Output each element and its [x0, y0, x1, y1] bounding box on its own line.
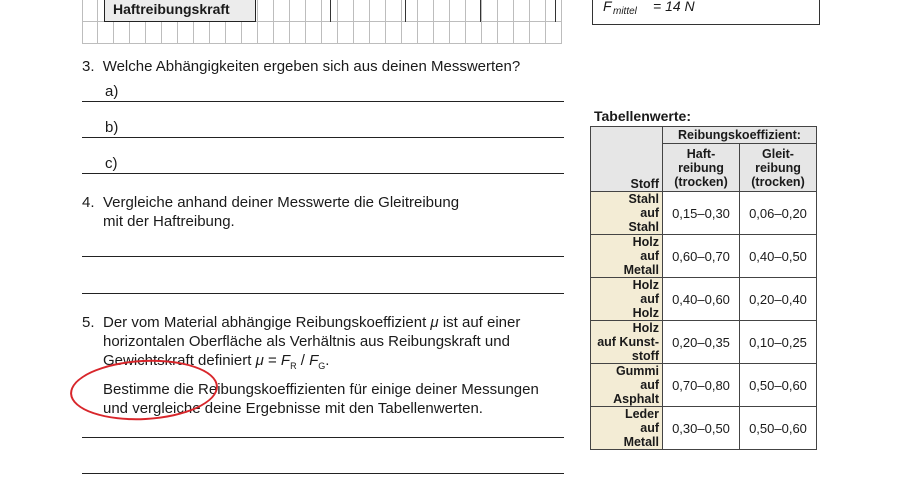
grid-cell [370, 22, 386, 44]
grid-cell [338, 0, 354, 22]
grid-cell [274, 22, 290, 44]
haft-value: 0,20–0,35 [663, 321, 740, 364]
formula-part: . [325, 352, 330, 369]
answer-line[interactable] [82, 437, 564, 438]
grid-cell [338, 22, 354, 44]
header-label: Stoff [630, 177, 659, 191]
f-symbol: F [603, 0, 612, 14]
table-divider [405, 0, 406, 22]
gleit-value: 0,50–0,60 [740, 364, 817, 407]
answer-line-b[interactable] [82, 137, 564, 138]
formula-sub: R [290, 361, 297, 371]
grid-cell [242, 22, 258, 44]
grid-cell [162, 22, 178, 44]
material-cell: Holz auf Kunst- stoff [591, 321, 663, 364]
answer-line[interactable] [82, 473, 564, 474]
f-subscript: mittel [613, 6, 637, 17]
gleit-value: 0,10–0,25 [740, 321, 817, 364]
grid-cell [370, 0, 386, 22]
haftreibungskraft-label: Haftreibungskraft [104, 0, 256, 22]
formula [256, 352, 330, 369]
material-cell: Stahl auf Stahl [591, 192, 663, 235]
grid-cell [434, 0, 450, 22]
header-group: Reibungskoeffizient: [663, 127, 817, 144]
grid-cell [498, 0, 514, 22]
grid-cell [418, 22, 434, 44]
header-line: Haft- [686, 146, 716, 161]
gleit-value: 0,06–0,20 [740, 192, 817, 235]
friction-coefficient-table [590, 126, 817, 450]
haft-value: 0,70–0,80 [663, 364, 740, 407]
f-value: = 14 N [653, 0, 695, 14]
gleit-value: 0,20–0,40 [740, 278, 817, 321]
grid-cell [130, 22, 146, 44]
grid-cell [82, 22, 98, 44]
f-mittel-box [592, 0, 820, 25]
header-line: (trocken) [674, 174, 728, 189]
grid-cell [258, 22, 274, 44]
haft-value: 0,40–0,60 [663, 278, 740, 321]
formula-part: F [280, 352, 291, 369]
answer-label-a: a) [105, 83, 119, 100]
grid-cell [514, 0, 530, 22]
grid-cell [194, 22, 210, 44]
mu-symbol: μ [430, 314, 439, 331]
gleit-value: 0,50–0,60 [740, 407, 817, 450]
text-span: Gewichtskraft definiert [103, 352, 252, 369]
question-text: Welche Abhängigkeiten ergeben sich aus deinen Messwerten? [102, 58, 521, 75]
answer-label-c: c) [105, 155, 118, 172]
table-row [591, 407, 817, 450]
question-3 [82, 57, 520, 76]
grid-cell [114, 22, 130, 44]
table-divider [480, 0, 481, 22]
grid-cell [546, 22, 562, 44]
material-cell: Leder auf Metall [591, 407, 663, 450]
grid-cell [306, 22, 322, 44]
grid-cell [386, 22, 402, 44]
question-text-line [103, 313, 539, 332]
table-row [591, 192, 817, 235]
grid-cell [546, 0, 562, 22]
header-gleitreibung [740, 144, 817, 192]
question-text-line: mit der Haftreibung. [103, 213, 235, 230]
question-number: 5. [82, 314, 95, 331]
header-line: reibung [755, 160, 801, 175]
table-divider [555, 0, 556, 22]
answer-line-c[interactable] [82, 173, 564, 174]
grid-cell [210, 22, 226, 44]
formula-part: / [296, 352, 310, 369]
table-row [591, 235, 817, 278]
grid-cell [98, 22, 114, 44]
grid-cell [354, 22, 370, 44]
haft-value: 0,30–0,50 [663, 407, 740, 450]
grid-cell [306, 0, 322, 22]
grid-cell [466, 22, 482, 44]
grid-cell [434, 22, 450, 44]
header-stoff [591, 127, 663, 192]
grid-cell [482, 22, 498, 44]
question-number: 4. [82, 194, 95, 211]
grid-cell [482, 0, 498, 22]
grid-cell [530, 22, 546, 44]
formula-part: F [309, 352, 319, 369]
header-haftreibung [663, 144, 740, 192]
table-divider [330, 0, 331, 22]
material-cell: Holz auf Holz [591, 278, 663, 321]
grid-cell [498, 22, 514, 44]
grid-cell [402, 22, 418, 44]
question-text-line: und vergleiche deine Ergebnisse mit den Tabellenwerten. [103, 400, 483, 417]
grid-cell [258, 0, 274, 22]
mu-symbol: μ [255, 352, 264, 369]
table-row [591, 364, 817, 407]
material-cell: Holz auf Metall [591, 235, 663, 278]
grid-cell [418, 0, 434, 22]
answer-line[interactable] [82, 256, 564, 257]
answer-line[interactable] [82, 293, 564, 294]
grid-cell [386, 0, 402, 22]
table-row [591, 321, 817, 364]
formula-sub: G [318, 361, 326, 371]
header-line: Gleit- [762, 146, 794, 161]
grid-cell [450, 0, 466, 22]
table-title: Tabellenwerte: [594, 108, 691, 124]
text-span: Der vom Material abhängige Reibungskoeffizient [103, 314, 427, 331]
header-line: (trocken) [751, 174, 805, 189]
grid-cell [354, 0, 370, 22]
formula-part: = [263, 352, 281, 369]
material-cell: Gummi auf Asphalt [591, 364, 663, 407]
grid-cell [178, 22, 194, 44]
grid-cell [322, 22, 338, 44]
haft-value: 0,15–0,30 [663, 192, 740, 235]
grid-cell [274, 0, 290, 22]
question-number: 3. [82, 58, 95, 75]
gleit-value: 0,40–0,50 [740, 235, 817, 278]
grid-cell [450, 22, 466, 44]
question-text-line: horizontalen Oberfläche als Verhältnis aus Reibungskraft und [103, 333, 510, 350]
haft-value: 0,60–0,70 [663, 235, 740, 278]
grid-cell [514, 22, 530, 44]
question-4 [82, 193, 459, 231]
grid-cell [226, 22, 242, 44]
answer-label-b: b) [105, 119, 119, 136]
text-span: ist auf einer [442, 314, 521, 331]
grid-cell [82, 0, 98, 22]
question-text-line: Vergleiche anhand deiner Messwerte die Gleitreibung [103, 194, 460, 211]
grid-cell [290, 22, 306, 44]
question-text-line: Bestimme die Reibungskoeffizienten für einige deiner Messungen [103, 381, 539, 398]
grid-cell [290, 0, 306, 22]
answer-line-a[interactable] [82, 101, 564, 102]
header-line: reibung [678, 160, 724, 175]
grid-cell [530, 0, 546, 22]
grid-cell [146, 22, 162, 44]
table-row [591, 278, 817, 321]
